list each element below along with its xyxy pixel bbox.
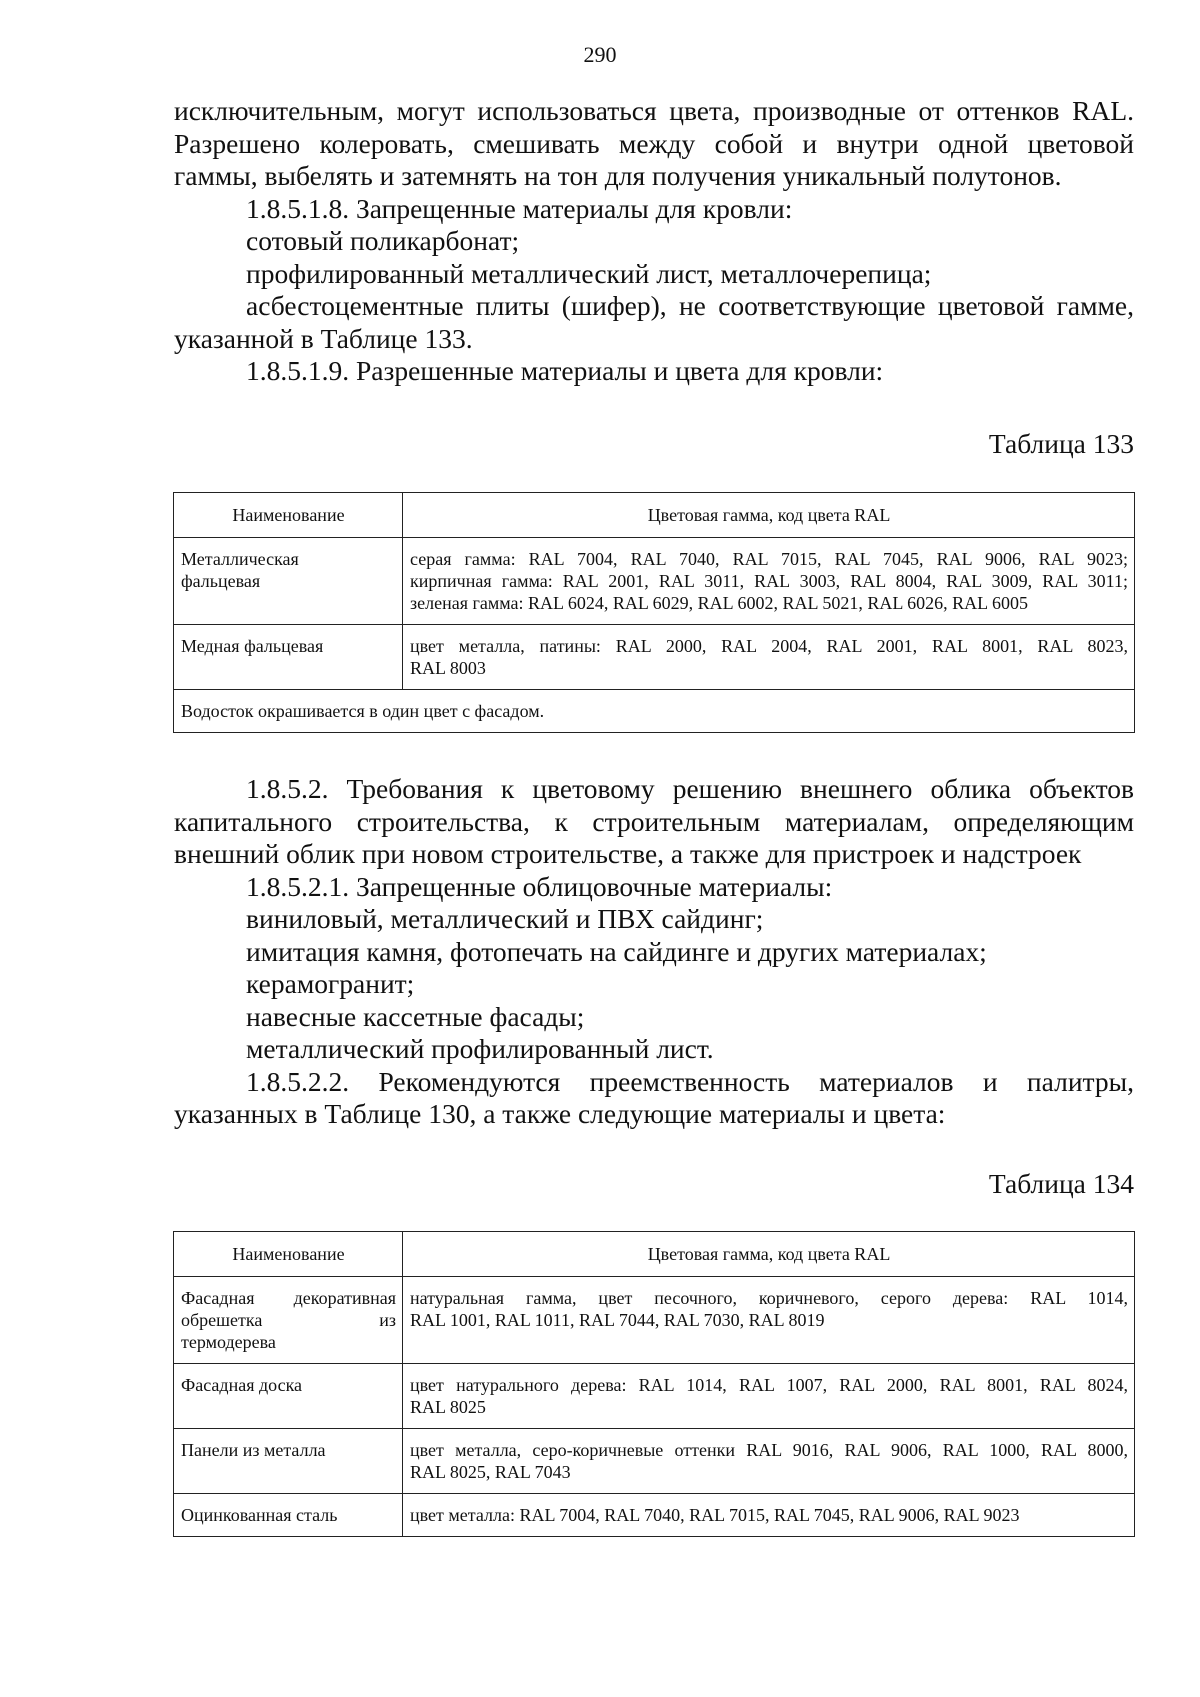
table-133 [173, 492, 1135, 733]
column-header-ral: Цветовая гамма, код цвета RAL [403, 493, 1135, 538]
row-ral-cell [403, 1429, 1135, 1494]
ral-line: натуральная гамма, цвет песочного, коричневого, серого дерева: RAL 1014, [410, 1288, 1128, 1308]
table-header-row [174, 1232, 1135, 1277]
ral-line: RAL 8025 [410, 1397, 486, 1417]
row-name-cell: Медная фальцевая [174, 625, 403, 690]
row-ral-cell [403, 1277, 1135, 1364]
ral-line: кирпичная гамма: RAL 2001, RAL 3011, RAL 3003, RAL 8004, RAL 3009, RAL 3011; [410, 571, 1128, 591]
list-item: сотовый поликарбонат; [246, 225, 520, 256]
column-header-ral: Цветовая гамма, код цвета RAL [403, 1232, 1135, 1277]
table-row [174, 1277, 1135, 1364]
ral-line: цвет металла, патины: RAL 2000, RAL 2004, RAL 2001, RAL 8001, RAL 8023, [410, 636, 1128, 656]
heading-1-8-5-2-line: внешний облик при новом строительстве, а также для пристроек и надстроек [174, 838, 1082, 869]
list-item: виниловый, металлический и ПВХ сайдинг; [246, 903, 764, 934]
row-name-line: обрешетка из [181, 1310, 396, 1330]
row-name-cell [174, 538, 403, 625]
list-item-continuation: указанной в Таблице 133. [174, 322, 473, 354]
ral-line: RAL 8003 [410, 658, 486, 678]
ral-line: зеленая гамма: RAL 6024, RAL 6029, RAL 6002, RAL 5021, RAL 6026, RAL 6005 [410, 593, 1028, 613]
table-row [174, 1429, 1135, 1494]
heading-1-8-5-1-8: 1.8.5.1.8. Запрещенные материалы для кровли: [246, 192, 793, 224]
ral-line: цвет металла, серо-коричневые оттенки RAL 9016, RAL 9006, RAL 1000, RAL 8000, [410, 1440, 1128, 1460]
ral-line: RAL 8025, RAL 7043 [410, 1462, 571, 1482]
table-134-caption: Таблица 134 [988, 1168, 1134, 1199]
row-name-line: Фасадная декоративная [181, 1288, 396, 1308]
row-ral-cell [403, 1494, 1135, 1537]
row-name-line: термодерева [181, 1332, 276, 1352]
row-name-cell: Фасадная доска [174, 1364, 403, 1429]
paragraph-line: гаммы, выбелять и затемнять на тон для получения уникальный полутонов. [174, 160, 1062, 191]
section-roof-materials [174, 95, 1134, 388]
ral-line: цвет натурального дерева: RAL 1014, RAL 1007, RAL 2000, RAL 8001, RAL 8024, [410, 1375, 1128, 1395]
heading-1-8-5-2: 1.8.5.2. Требования к цветовому решению внешнего облика объектов [246, 773, 1134, 804]
row-name-line: Металлическая [181, 549, 299, 569]
list-item: навесные кассетные фасады; [246, 1000, 585, 1032]
row-name-cell: Панели из металла [174, 1429, 403, 1494]
table-row [174, 625, 1135, 690]
page-number: 290 [583, 42, 617, 67]
ral-line: серая гамма: RAL 7004, RAL 7040, RAL 7015, RAL 7045, RAL 9006, RAL 9023; [410, 549, 1128, 569]
table-row [174, 1364, 1135, 1429]
heading-1-8-5-2-1: 1.8.5.2.1. Запрещенные облицовочные материалы: [246, 870, 833, 902]
row-name-cell: Оцинкованная сталь [174, 1494, 403, 1537]
table-133-caption: Таблица 133 [988, 428, 1134, 459]
heading-1-8-5-2-2-line: указанных в Таблице 130, а также следующие материалы и цвета: [174, 1098, 946, 1129]
column-header-name: Наименование [174, 1232, 403, 1277]
row-ral-cell [403, 1364, 1135, 1429]
table-note-row [174, 690, 1135, 733]
heading-1-8-5-2-line: капитального строительства, к строительным материалам, определяющим [174, 805, 1134, 837]
heading-1-8-5-2-2: 1.8.5.2.2. Рекомендуются преемственность материалов и палитры, [246, 1065, 1134, 1097]
row-name-line: фальцевая [181, 571, 261, 591]
section-facade-requirements [174, 773, 1134, 1131]
paragraph-line: исключительным, могут использоваться цвета, производные от оттенков RAL. [174, 95, 1134, 126]
ral-line: RAL 1001, RAL 1011, RAL 7044, RAL 7030, RAL 8019 [410, 1310, 825, 1330]
list-item: асбестоцементные плиты (шифер), не соответствующие цветовой гамме, [246, 290, 1134, 321]
list-item: керамогранит; [246, 968, 415, 999]
ral-line: цвет металла: RAL 7004, RAL 7040, RAL 7015, RAL 7045, RAL 9006, RAL 9023 [410, 1505, 1020, 1525]
table-header-row [174, 493, 1135, 538]
list-item: металлический профилированный лист. [246, 1033, 714, 1064]
table-row [174, 538, 1135, 625]
list-item: профилированный металлический лист, металлочерепица; [246, 257, 932, 289]
row-ral-cell [403, 625, 1135, 690]
heading-1-8-5-1-9: 1.8.5.1.9. Разрешенные материалы и цвета для кровли: [246, 355, 884, 386]
row-ral-cell [403, 538, 1135, 625]
list-item: имитация камня, фотопечать на сайдинге и других материалах; [246, 935, 987, 967]
table-note: Водосток окрашивается в один цвет с фасадом. [174, 690, 1135, 733]
table-134 [173, 1231, 1135, 1537]
column-header-name: Наименование [174, 493, 403, 538]
row-name-cell [174, 1277, 403, 1364]
table-row [174, 1494, 1135, 1537]
paragraph-line: Разрешено колеровать, смешивать между собой и внутри одной цветовой [174, 127, 1134, 159]
